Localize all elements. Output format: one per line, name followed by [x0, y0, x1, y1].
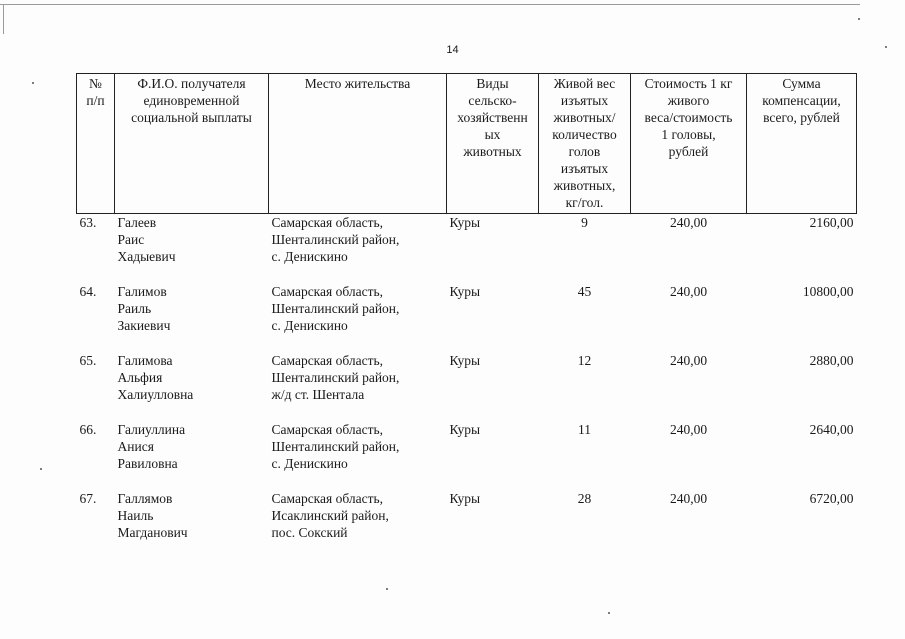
unit-price: 240,00: [669, 421, 708, 437]
animal-kind: Куры: [449, 215, 481, 230]
cell-text-line: с. Денискино: [271, 317, 348, 333]
cell-text-line: Магданович: [117, 524, 188, 540]
weight-count: 28: [577, 490, 592, 506]
header-text-line: голов: [568, 144, 601, 159]
header-text-line: животных,: [553, 178, 616, 193]
header-text-line: всего, рублей: [763, 110, 840, 125]
animal-kind: Куры: [449, 421, 481, 437]
weight-count: 11: [578, 421, 591, 437]
header-price: [631, 74, 747, 214]
unit-price: 240,00: [669, 283, 708, 299]
header-text-line: Виды: [476, 76, 509, 91]
weight-count: 9: [581, 215, 588, 230]
cell-text-line: Раиль: [117, 300, 152, 316]
recipient-name: [115, 214, 269, 283]
cell-text-line: Анися: [117, 438, 154, 454]
header-place: [269, 74, 447, 214]
header-text-line: компенсации,: [762, 93, 841, 108]
header-text-line: кг/гол.: [565, 195, 604, 210]
cell-text-line: Шенталинский район,: [271, 232, 400, 247]
unit-price: 240,00: [669, 215, 708, 230]
animal-kind: Куры: [449, 490, 481, 506]
table-header-row: [77, 74, 857, 214]
cell-text-line: Закиевич: [117, 317, 171, 333]
cell-text-line: Наиль: [117, 507, 154, 523]
header-text-line: сельско-: [468, 93, 517, 108]
residence: [269, 421, 447, 490]
cell-text-line: Шенталинский район,: [271, 300, 400, 316]
header-text-line: Живой вес: [553, 76, 616, 91]
header-weight: [539, 74, 631, 214]
page-number: 14: [446, 44, 459, 56]
scan-speck: [608, 612, 610, 614]
scan-speck: [858, 18, 860, 20]
weight-count: 12: [577, 352, 592, 368]
cell-text-line: Галлямов: [117, 490, 173, 506]
recipient-name: [115, 283, 269, 352]
header-text-line: социальной выплаты: [131, 110, 252, 125]
table-body: [77, 214, 857, 559]
cell-text-line: с. Денискино: [271, 455, 348, 471]
header-text-line: Стоимость 1 кг: [644, 76, 733, 91]
scan-speck: [32, 82, 34, 84]
cell-text-line: Галимова: [117, 352, 173, 368]
cell-text-line: Галиуллина: [117, 421, 186, 437]
cell-text-line: Галеев: [117, 215, 157, 230]
cell-text-line: Альфия: [117, 369, 163, 385]
header-kind: [447, 74, 539, 214]
header-text-line: п/п: [86, 93, 105, 108]
compensation-total: 2640,00: [809, 421, 854, 437]
compensation-total: 6720,00: [809, 490, 854, 506]
compensation-total: 2160,00: [809, 215, 854, 230]
residence: [269, 214, 447, 283]
row-number: 66.: [79, 421, 97, 437]
header-text-line: №: [89, 76, 102, 91]
scan-speck: [386, 588, 388, 590]
cell-text-line: Галимов: [117, 283, 167, 299]
cell-text-line: Самарская область,: [271, 352, 384, 368]
cell-text-line: Исаклинский район,: [271, 507, 389, 523]
compensation-total: 10800,00: [802, 283, 854, 299]
weight-count: 45: [577, 283, 592, 299]
cell-text-line: Раис: [117, 232, 145, 247]
header-text-line: изъятых: [560, 161, 609, 176]
header-text-line: Сумма: [782, 76, 821, 91]
row-number: 65.: [79, 352, 97, 368]
recipient-name: [115, 421, 269, 490]
cell-text-line: Самарская область,: [271, 215, 384, 230]
row-number: 67.: [79, 490, 97, 506]
header-text-line: Место жительства: [304, 76, 411, 91]
cell-text-line: пос. Сокский: [271, 524, 348, 540]
header-text-line: рублей: [668, 144, 709, 159]
animal-kind: Куры: [449, 352, 481, 368]
header-text-line: животных: [463, 144, 522, 159]
scan-edge-line-left: [3, 4, 4, 34]
unit-price: 240,00: [669, 490, 708, 506]
header-num: [77, 74, 115, 214]
header-text-line: единовременной: [143, 93, 240, 108]
cell-text-line: Самарская область,: [271, 283, 384, 299]
cell-text-line: Хадыевич: [117, 249, 176, 264]
header-text-line: количество: [552, 127, 617, 142]
header-text-line: ых: [484, 127, 501, 142]
header-text-line: изъятых: [560, 93, 609, 108]
cell-text-line: Шенталинский район,: [271, 369, 400, 385]
header-name: [115, 74, 269, 214]
recipient-name: [115, 352, 269, 421]
table-row: [77, 490, 857, 559]
table-row: [77, 214, 857, 283]
header-text-line: 1 головы,: [661, 127, 716, 142]
cell-text-line: Халиулловна: [117, 386, 194, 402]
header-text-line: хозяйственн: [457, 110, 528, 125]
cell-text-line: Равиловна: [117, 455, 178, 471]
compensation-total: 2880,00: [809, 352, 854, 368]
row-number: 63.: [79, 215, 97, 230]
header-text-line: веса/стоимость: [644, 110, 733, 125]
cell-text-line: ж/д ст. Шентала: [271, 386, 365, 402]
table-row: [77, 352, 857, 421]
scan-edge-line: [0, 4, 860, 5]
compensation-table: [76, 73, 857, 559]
unit-price: 240,00: [669, 352, 708, 368]
table-row: [77, 421, 857, 490]
header-text-line: животных/: [553, 110, 616, 125]
cell-text-line: Самарская область,: [271, 490, 384, 506]
scan-speck: [40, 468, 42, 470]
animal-kind: Куры: [449, 283, 481, 299]
row-number: 64.: [79, 283, 97, 299]
cell-text-line: Самарская область,: [271, 421, 384, 437]
cell-text-line: с. Денискино: [271, 249, 348, 264]
header-text-line: Ф.И.О. получателя: [137, 76, 246, 91]
residence: [269, 283, 447, 352]
recipient-name: [115, 490, 269, 559]
residence: [269, 352, 447, 421]
table-row: [77, 283, 857, 352]
header-text-line: живого: [667, 93, 710, 108]
cell-text-line: Шенталинский район,: [271, 438, 400, 454]
header-total: [747, 74, 857, 214]
residence: [269, 490, 447, 559]
